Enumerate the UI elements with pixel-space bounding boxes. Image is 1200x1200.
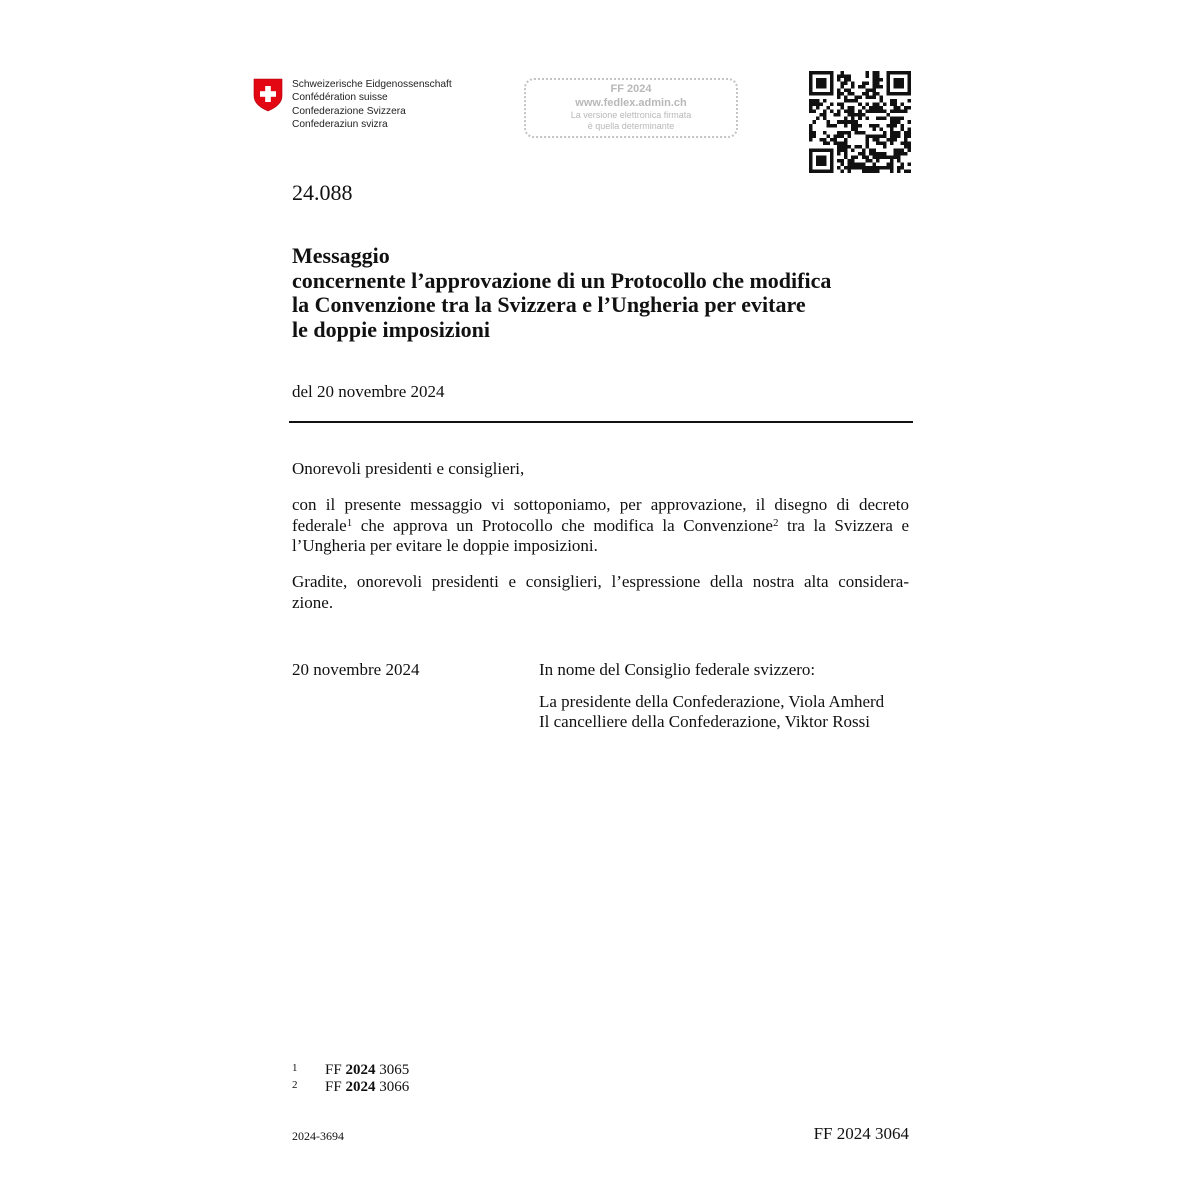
signature-intro: In nome del Consiglio federale svizzero: — [539, 660, 816, 679]
document-number: 24.088 — [292, 180, 353, 205]
federation-name-de: Schweizerische Eidgenossenschaft — [292, 79, 452, 90]
footnote-number: 1 — [292, 1062, 298, 1074]
text-span: FF — [325, 1079, 346, 1095]
document-title — [292, 244, 831, 342]
footnote-year: 2024 — [345, 1062, 376, 1078]
stamp-line-4: è quella determinante — [587, 121, 675, 131]
signature-block — [539, 660, 884, 732]
swiss-cross-shield-icon — [253, 78, 283, 112]
title-line: Messaggio — [292, 243, 390, 268]
document-id: 2024-3694 — [292, 1129, 344, 1143]
greeting: Onorevoli presidenti e consiglieri, — [292, 459, 525, 478]
signatory-chancellor: Il cancelliere della Confederazione, Viktor Rossi — [539, 712, 870, 731]
federation-name-it: Confederazione Svizzera — [292, 105, 406, 117]
stamp-line-3: La versione elettronica firmata — [570, 110, 692, 120]
text-span: FF — [325, 1062, 346, 1078]
paragraph-closing — [292, 572, 909, 613]
fedlex-stamp — [524, 78, 738, 138]
paragraph-line — [292, 516, 909, 537]
paragraph-line: l’Ungheria per evitare le doppie imposizioni. — [292, 536, 598, 555]
footnote-number: 2 — [292, 1079, 298, 1091]
paragraph-proposal — [292, 495, 909, 557]
title-line: le doppie imposizioni — [292, 316, 491, 342]
text-span: tra la Svizzera e — [778, 515, 909, 535]
stamp-line-2: www.fedlex.admin.ch — [575, 97, 687, 109]
footnote-text — [325, 1079, 409, 1096]
document-date: del 20 novembre 2024 — [292, 382, 445, 401]
stamp-line-1: FF 2024 — [610, 83, 652, 95]
footnote-year: 2024 — [345, 1079, 376, 1095]
signatory-president: La presidente della Confederazione, Viola Amherd — [539, 692, 885, 711]
signature-date: 20 novembre 2024 — [292, 660, 420, 679]
text-span: che approva un Protocollo che modifica la Convenzione — [352, 515, 773, 535]
title-line: concernente l’approvazione di un Protocollo che modifica — [292, 267, 832, 293]
federation-name-fr: Confédération suisse — [292, 92, 388, 104]
paragraph-line: con il presente messaggio vi sottoponiamo, per approvazione, il disegno di decreto — [292, 495, 909, 514]
paragraph-line: zione. — [292, 592, 334, 612]
page-reference: FF 2024 3064 — [813, 1124, 909, 1143]
footnote-ref-1[interactable]: 1 — [346, 516, 353, 529]
footnote-ref-2[interactable]: 2 — [772, 516, 779, 529]
text-span: federale — [292, 515, 347, 535]
federation-names — [292, 78, 452, 131]
title-line: la Convenzione tra la Svizzera e l’Ungheria per evitare — [292, 292, 806, 317]
text-span: 3065 — [375, 1062, 410, 1078]
qr-code-icon — [809, 71, 911, 173]
horizontal-divider — [289, 421, 913, 423]
federation-name-rm: Confederaziun svizra — [292, 118, 388, 130]
text-span: 3066 — [375, 1079, 410, 1095]
paragraph-line: Gradite, onorevoli presidenti e consiglieri, l’espressione della nostra alta considera- — [292, 572, 909, 591]
footnote-text — [325, 1062, 409, 1079]
